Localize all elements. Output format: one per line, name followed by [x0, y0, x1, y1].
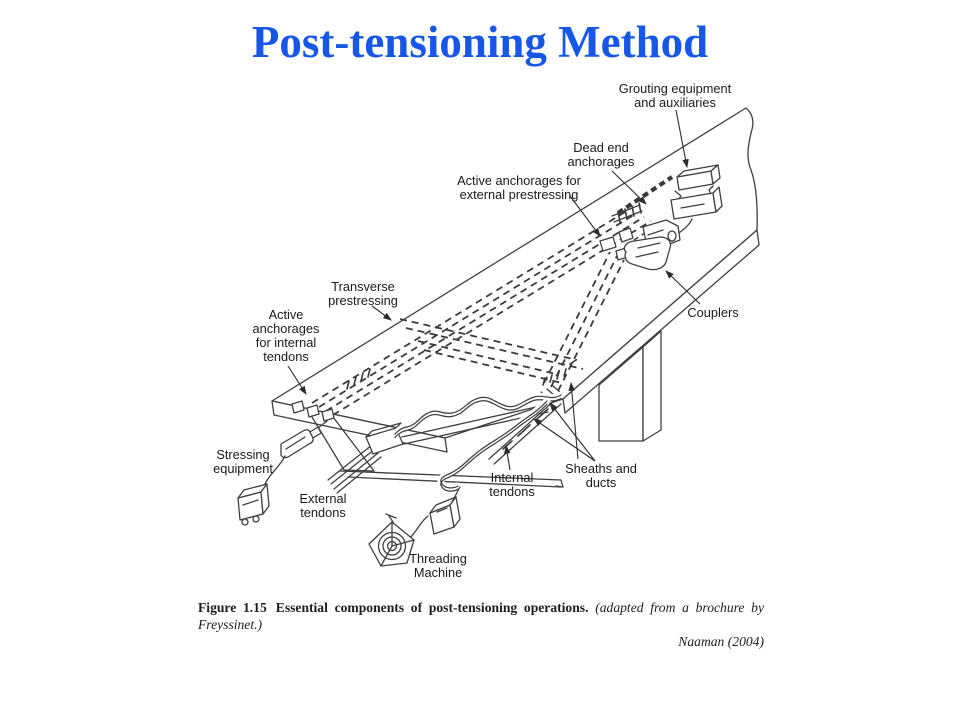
label-external-tendons-line2: tendons [300, 505, 346, 520]
hydraulic-pump [238, 484, 269, 525]
power-box [430, 487, 460, 534]
caption-title: Essential components of post-tensioning operations. [275, 600, 589, 615]
label-sheaths-line2: ducts [585, 475, 617, 490]
slide-title: Post-tensioning Method [251, 17, 709, 67]
label-active-internal-line2: anchorages [252, 321, 320, 336]
label-threading-line1: Threading [409, 551, 467, 566]
threading-cable [409, 516, 428, 539]
label-transverse-line2: prestressing [328, 293, 398, 308]
label-couplers: Couplers [687, 305, 739, 320]
label-sheaths-line1: Sheaths and [565, 461, 637, 476]
label-active-external-line1: Active anchorages for [457, 173, 581, 188]
label-active-internal-line3: for internal [255, 335, 317, 350]
bridge-deck-surface [272, 108, 757, 438]
leader-sheaths-1 [550, 403, 595, 461]
figure-number: Figure 1.15 [198, 600, 267, 615]
stressing-jack [281, 421, 327, 458]
label-active-internal-line4: tendons [263, 349, 309, 364]
threading-machine [369, 514, 414, 566]
label-active-internal-line1: Active [268, 307, 304, 322]
label-grouting-line1: Grouting equipment [618, 81, 732, 96]
label-grouting-line2: and auxiliaries [634, 95, 716, 110]
label-threading-line2: Machine [413, 565, 463, 580]
leader-sheaths-2 [534, 419, 595, 461]
caption-source: (adapted from a brochure by Freyssinet.) [198, 600, 764, 633]
caption-text [198, 599, 764, 634]
label-active-external-line2: external prestressing [459, 187, 579, 202]
label-transverse-line1: Transverse [331, 279, 395, 294]
label-external-tendons-line1: External [299, 491, 347, 506]
label-stressing-line1: Stressing [216, 447, 270, 462]
leader-transverse [372, 306, 391, 320]
label-dead-end-line1: Dead end [573, 140, 629, 155]
label-internal-tendons-line2: tendons [489, 484, 535, 499]
figure-caption [198, 599, 764, 650]
label-dead-end-line2: anchorages [567, 154, 635, 169]
label-internal-tendons-line1: Internal [490, 470, 534, 485]
label-stressing-line2: equipment [213, 461, 273, 476]
caption-attribution: Naaman (2004) [678, 633, 764, 649]
